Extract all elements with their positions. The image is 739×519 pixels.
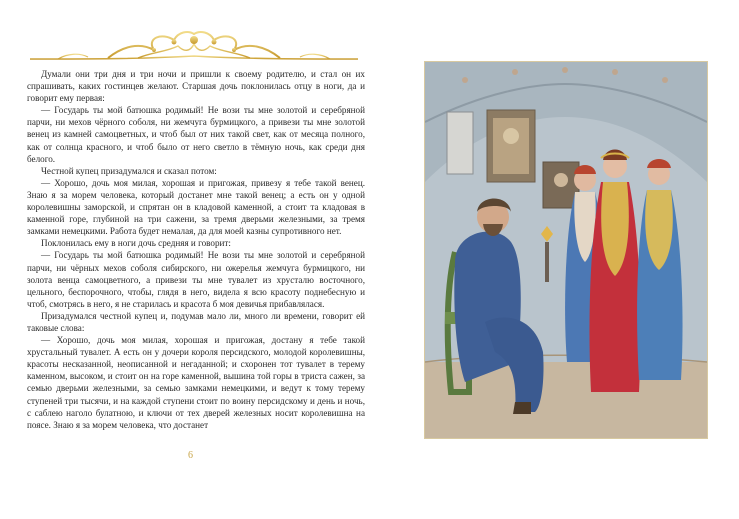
paragraph-8: — Хорошо, дочь моя милая, хорошая и пригожая, достану я тебе такой хрустальный тувалет. А есть он у дочери короля персидского, молодой королевишны, красоты несказанной, неописанной и негаданной; и схоронен тот тувалет в терему каменном, высоком, и стоит он на горе каменной, вышина той горы в триста сажен, за семью дверьми железными, за семью замками немецкими, и ведут к тому терему ступеней три тысячи, и на каждой ступени стоит по воину персидскому и день и ночь, с саблею наголо булатною, и ключи от тех дверей железных носит королевишна на поясе. Знаю я за морем человека, что достанет [27,335,365,430]
illustration-merchant-and-daughters [425,62,707,438]
paragraph-4: — Хорошо, дочь моя милая, хорошая и пригожая, привезу я тебе такой венец. Знаю я за морем человека, который достанет мне такой венец; а есть он у одной королевишны заморской, и спрятан он в кладовой каменной, а стоит та кладовая в каменной горе, глубиной на три сажени, за тремя дверьми железными, за тремя замками немецкими. Работа будет немалая, да для моей казны супротивного нет. [27,177,365,237]
paragraph-6: — Государь ты мой батюшка родимый! Не вози ты мне золотой и серебряной парчи, ни чёрных мехов соболя сибирского, ни ожерелья жемчуга бурмицкого, ни золота венца самоцветного, а привези ты мне тувалет из хрусталю восточного, цельного, беспорочного, чтобы, глядя в него, видела я всю красоту поднебесную и чтоб, смотрясь в него, я не старилась и красота б моя девичья прибавлялася. [27,250,365,309]
paragraph-5: Поклонилась ему в ноги дочь средняя и говорит: [41,238,231,249]
story-text-column [27,68,365,431]
paragraph-7: Призадумался честной купец и, подумав мало ли, много ли времени, говорит ей таковые слова: [27,310,365,333]
paragraph-2: — Государь ты мой батюшка родимый! Не вози ты мне золотой и серебряной парчи, ни мехов чёрного соболя, ни жемчуга бурмицкого, а привези ты мне золотой венец из камней самоцветных, и чтоб был от них такой свет, как от месяца полного, как от солнца красного, и чтоб было от него светло в тёмную ночь, как среди дня белого. [27,105,365,164]
decorative-header-ornament [28,28,360,68]
page-number: 6 [188,450,193,461]
paragraph-1: Думали они три дня и три ночи и пришли к своему родителю, и стал он их спрашивать, каких гостинцев желают. Старшая дочь поклонилась отцу в ноги, да и говорит ему первая: [27,69,365,104]
paragraph-3: Честной купец призадумался и сказал потом: [41,165,217,176]
